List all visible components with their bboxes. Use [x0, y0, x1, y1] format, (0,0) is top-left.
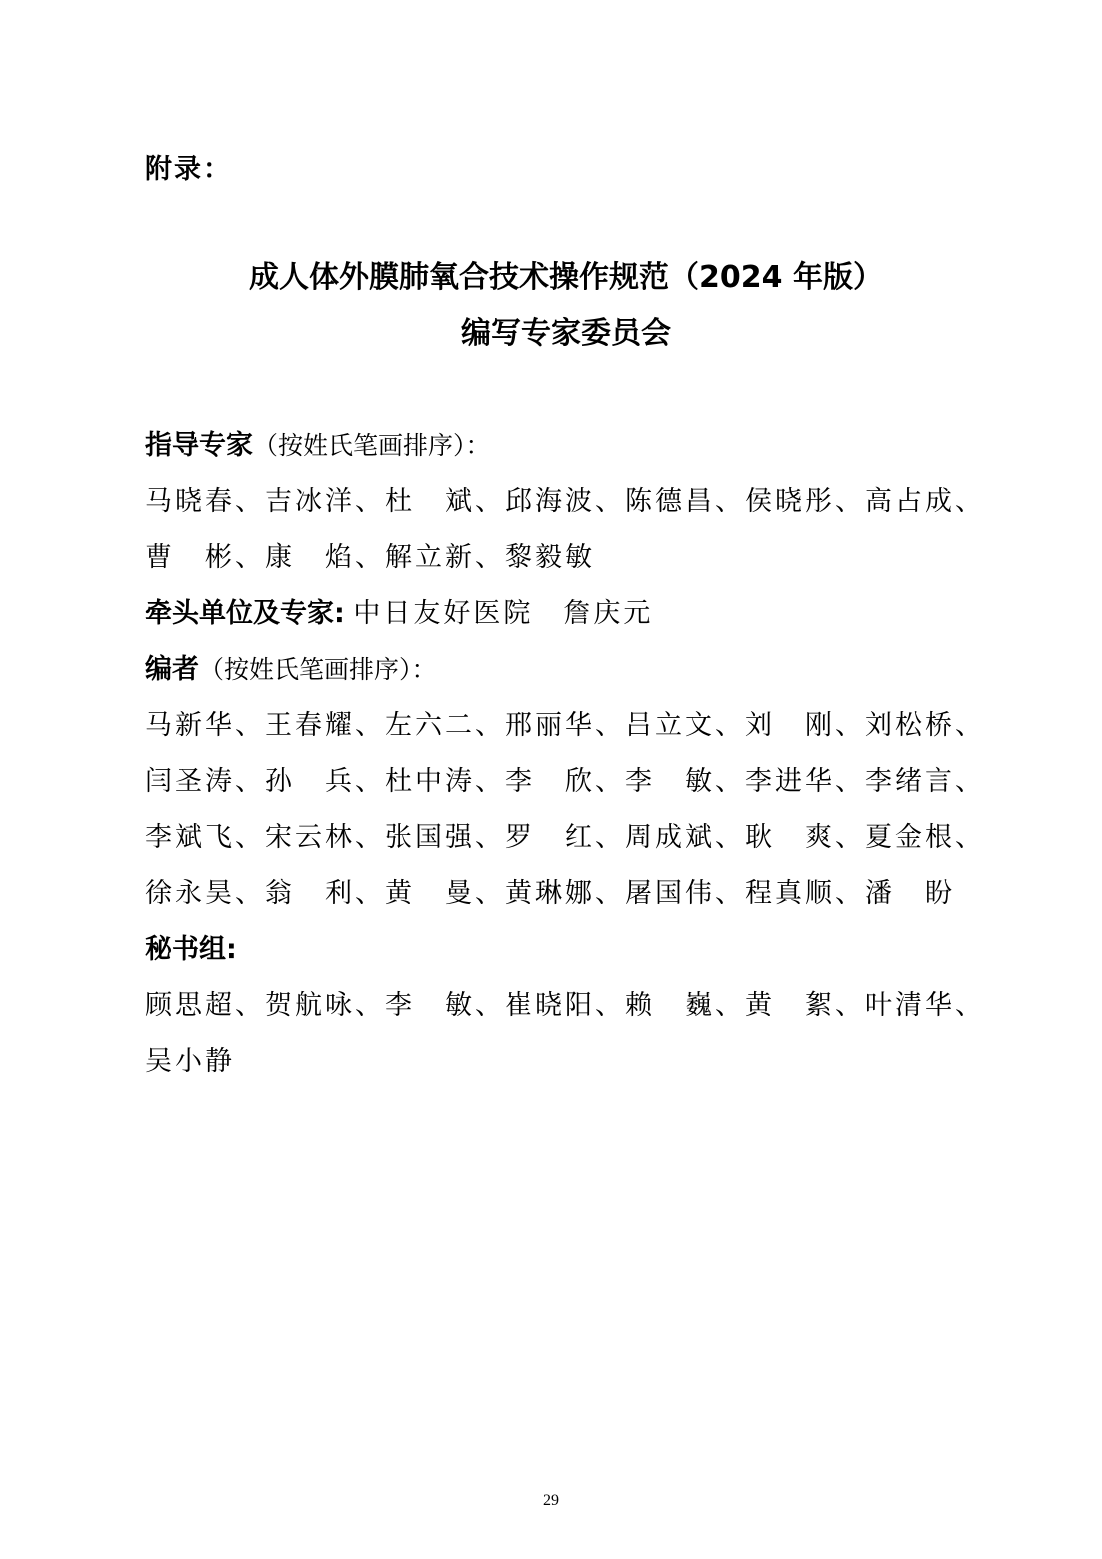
- committee-list: [145, 418, 985, 1090]
- title-line-2: 编写专家委员会: [461, 316, 671, 351]
- authors-heading: 编者: [145, 654, 199, 685]
- page-number: 29: [543, 1492, 559, 1509]
- advisors-names-line: 马晓春、吉冰洋、杜 斌、邱海波、陈德昌、侯晓彤、高占成、: [145, 486, 985, 517]
- appendix-label: 附录：: [145, 154, 232, 185]
- secretaries-names-line: 顾思超、贺航咏、李 敏、崔晓阳、赖 巍、黄 絮、叶清华、: [145, 990, 985, 1021]
- advisors-heading-row: [145, 418, 975, 474]
- lead-unit-and-expert: 中日友好医院 詹庆元: [353, 598, 654, 629]
- authors-names-line: 闫圣涛、孙 兵、杜中涛、李 欣、李 敏、李进华、李绪言、: [145, 766, 985, 797]
- document-title: [0, 250, 1102, 362]
- authors-names-line: 马新华、王春耀、左六二、邢丽华、吕立文、刘 刚、刘松桥、: [145, 710, 985, 741]
- secretaries-heading: 秘书组:: [145, 934, 237, 965]
- authors-names-line: 徐永昊、翁 利、黄 曼、黄琳娜、屠国伟、程真顺、潘 盼: [145, 878, 955, 909]
- secretaries-heading-row: [145, 922, 975, 978]
- lead-heading: 牵头单位及专家:: [145, 598, 345, 629]
- authors-heading-row: [145, 642, 975, 698]
- lead-row: [145, 586, 975, 642]
- advisors-sort-note: （按姓氏笔画排序）：: [253, 431, 491, 460]
- advisors-heading: 指导专家: [145, 430, 253, 461]
- secretaries-names-line: 吴小静: [145, 1046, 235, 1077]
- advisors-names-line: 曹 彬、康 焰、解立新、黎毅敏: [145, 542, 595, 573]
- authors-names-line: 李斌飞、宋云林、张国强、罗 红、周成斌、耿 爽、夏金根、: [145, 822, 985, 853]
- title-line-1: 成人体外膜肺氧合技术操作规范（2024 年版）: [249, 260, 883, 295]
- authors-sort-note: （按姓氏笔画排序）：: [199, 655, 437, 684]
